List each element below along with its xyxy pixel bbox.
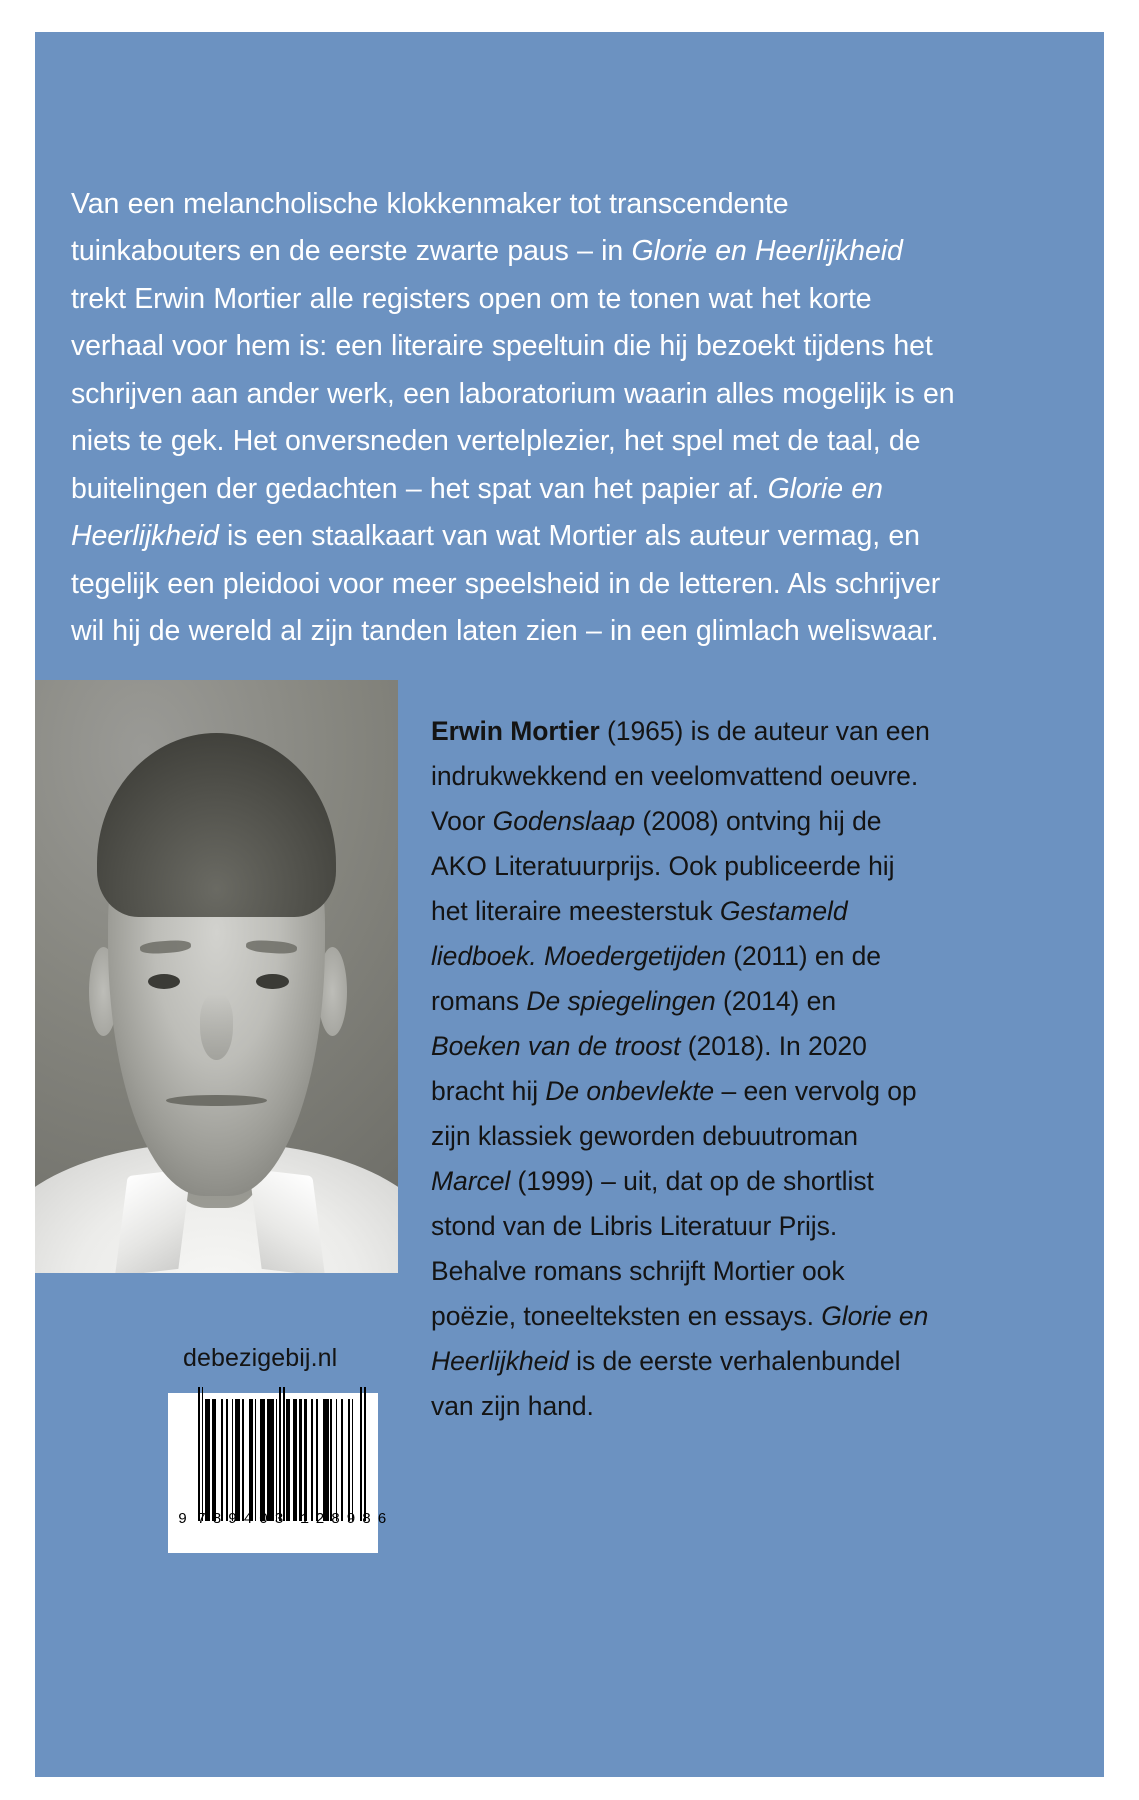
portrait-nose	[200, 994, 233, 1059]
barcode-bars	[198, 1399, 370, 1521]
bio-segment-3: (2011) en de romans	[431, 940, 881, 1016]
bio-segment-1: (1965) is de auteur van een indrukwekkend en veelomvattend oeuvre. Voor	[431, 715, 930, 836]
barcode-group-right: 128986	[300, 1511, 394, 1528]
blurb-book-title-1: Glorie en Heerlijkheid	[631, 235, 903, 267]
book-back-cover	[35, 32, 1104, 1777]
back-cover-blurb	[71, 181, 955, 656]
bio-segment-4: (2014) en	[715, 985, 837, 1016]
blurb-book-title-2: Glorie en Heerlijkheid	[71, 472, 883, 552]
bio-segment-2: (2008) ontving hij de AKO Literatuurprijs. Ook publiceerde hij het literaire meesterstuk	[431, 805, 895, 926]
blurb-part-3: is een staalkaart van wat Mortier als auteur vermag, en tegelijk een pleidooi voor meer speelsheid in de letteren. Als schrijver wil hij de wereld al zijn tanden laten zien – in een glimlach weliswaar.	[71, 520, 941, 647]
bio-title-gestameld-liedboek: Gestameld liedboek. Moedergetijden	[431, 895, 848, 971]
blurb-part-1: Van een melancholische klokkenmaker tot transcendente tuinkabouters en de eerste zwarte paus – in	[71, 187, 789, 267]
portrait-eye-left	[148, 974, 181, 989]
bio-title-marcel: Marcel	[431, 1165, 511, 1196]
bio-segment-6: – een vervolg op zijn klassiek geworden debuutroman	[431, 1075, 917, 1151]
bio-segment-7: (1999) – uit, dat op de shortlist stond van de Libris Literatuur Prijs. Behalve romans schrijft Mortier ook poëzie, toneelteksten en essays.	[431, 1165, 874, 1331]
bio-title-de-onbevlekte: De onbevlekte	[545, 1075, 715, 1106]
bio-title-glorie-en-heerlijkheid: Glorie en Heerlijkheid	[431, 1300, 929, 1376]
author-biography	[431, 709, 931, 1429]
isbn-barcode	[168, 1393, 394, 1553]
barcode-digits	[176, 1511, 394, 1528]
barcode-bar	[364, 1387, 366, 1521]
author-portrait-photo	[35, 680, 398, 1273]
bio-title-de-spiegelingen: De spiegelingen	[526, 985, 716, 1016]
barcode-group-left: 789403	[197, 1511, 291, 1528]
barcode-lead-digit: 9	[178, 1511, 190, 1528]
portrait-eye-right	[256, 974, 289, 989]
bio-segment-8: is de eerste verhalenbundel van zijn hand.	[431, 1345, 901, 1421]
bio-title-boeken-van-de-troost: Boeken van de troost	[431, 1030, 681, 1061]
bio-segment-5: (2018). In 2020 bracht hij	[431, 1030, 867, 1106]
publisher-website-url[interactable]: debezigebij.nl	[183, 1344, 338, 1372]
author-name: Erwin Mortier	[431, 715, 600, 746]
blurb-part-2: trekt Erwin Mortier alle registers open om te tonen wat het korte verhaal voor hem is: een literaire speeltuin die hij bezoekt tijdens het schrijven aan ander werk, een laboratorium waarin alles mogelijk is en niets te gek. Het onversneden vertelplezier, het spel met de taal, de buitelingen der gedachten – het spat van het papier af.	[71, 282, 955, 505]
bio-title-godenslaap: Godenslaap	[492, 805, 636, 836]
